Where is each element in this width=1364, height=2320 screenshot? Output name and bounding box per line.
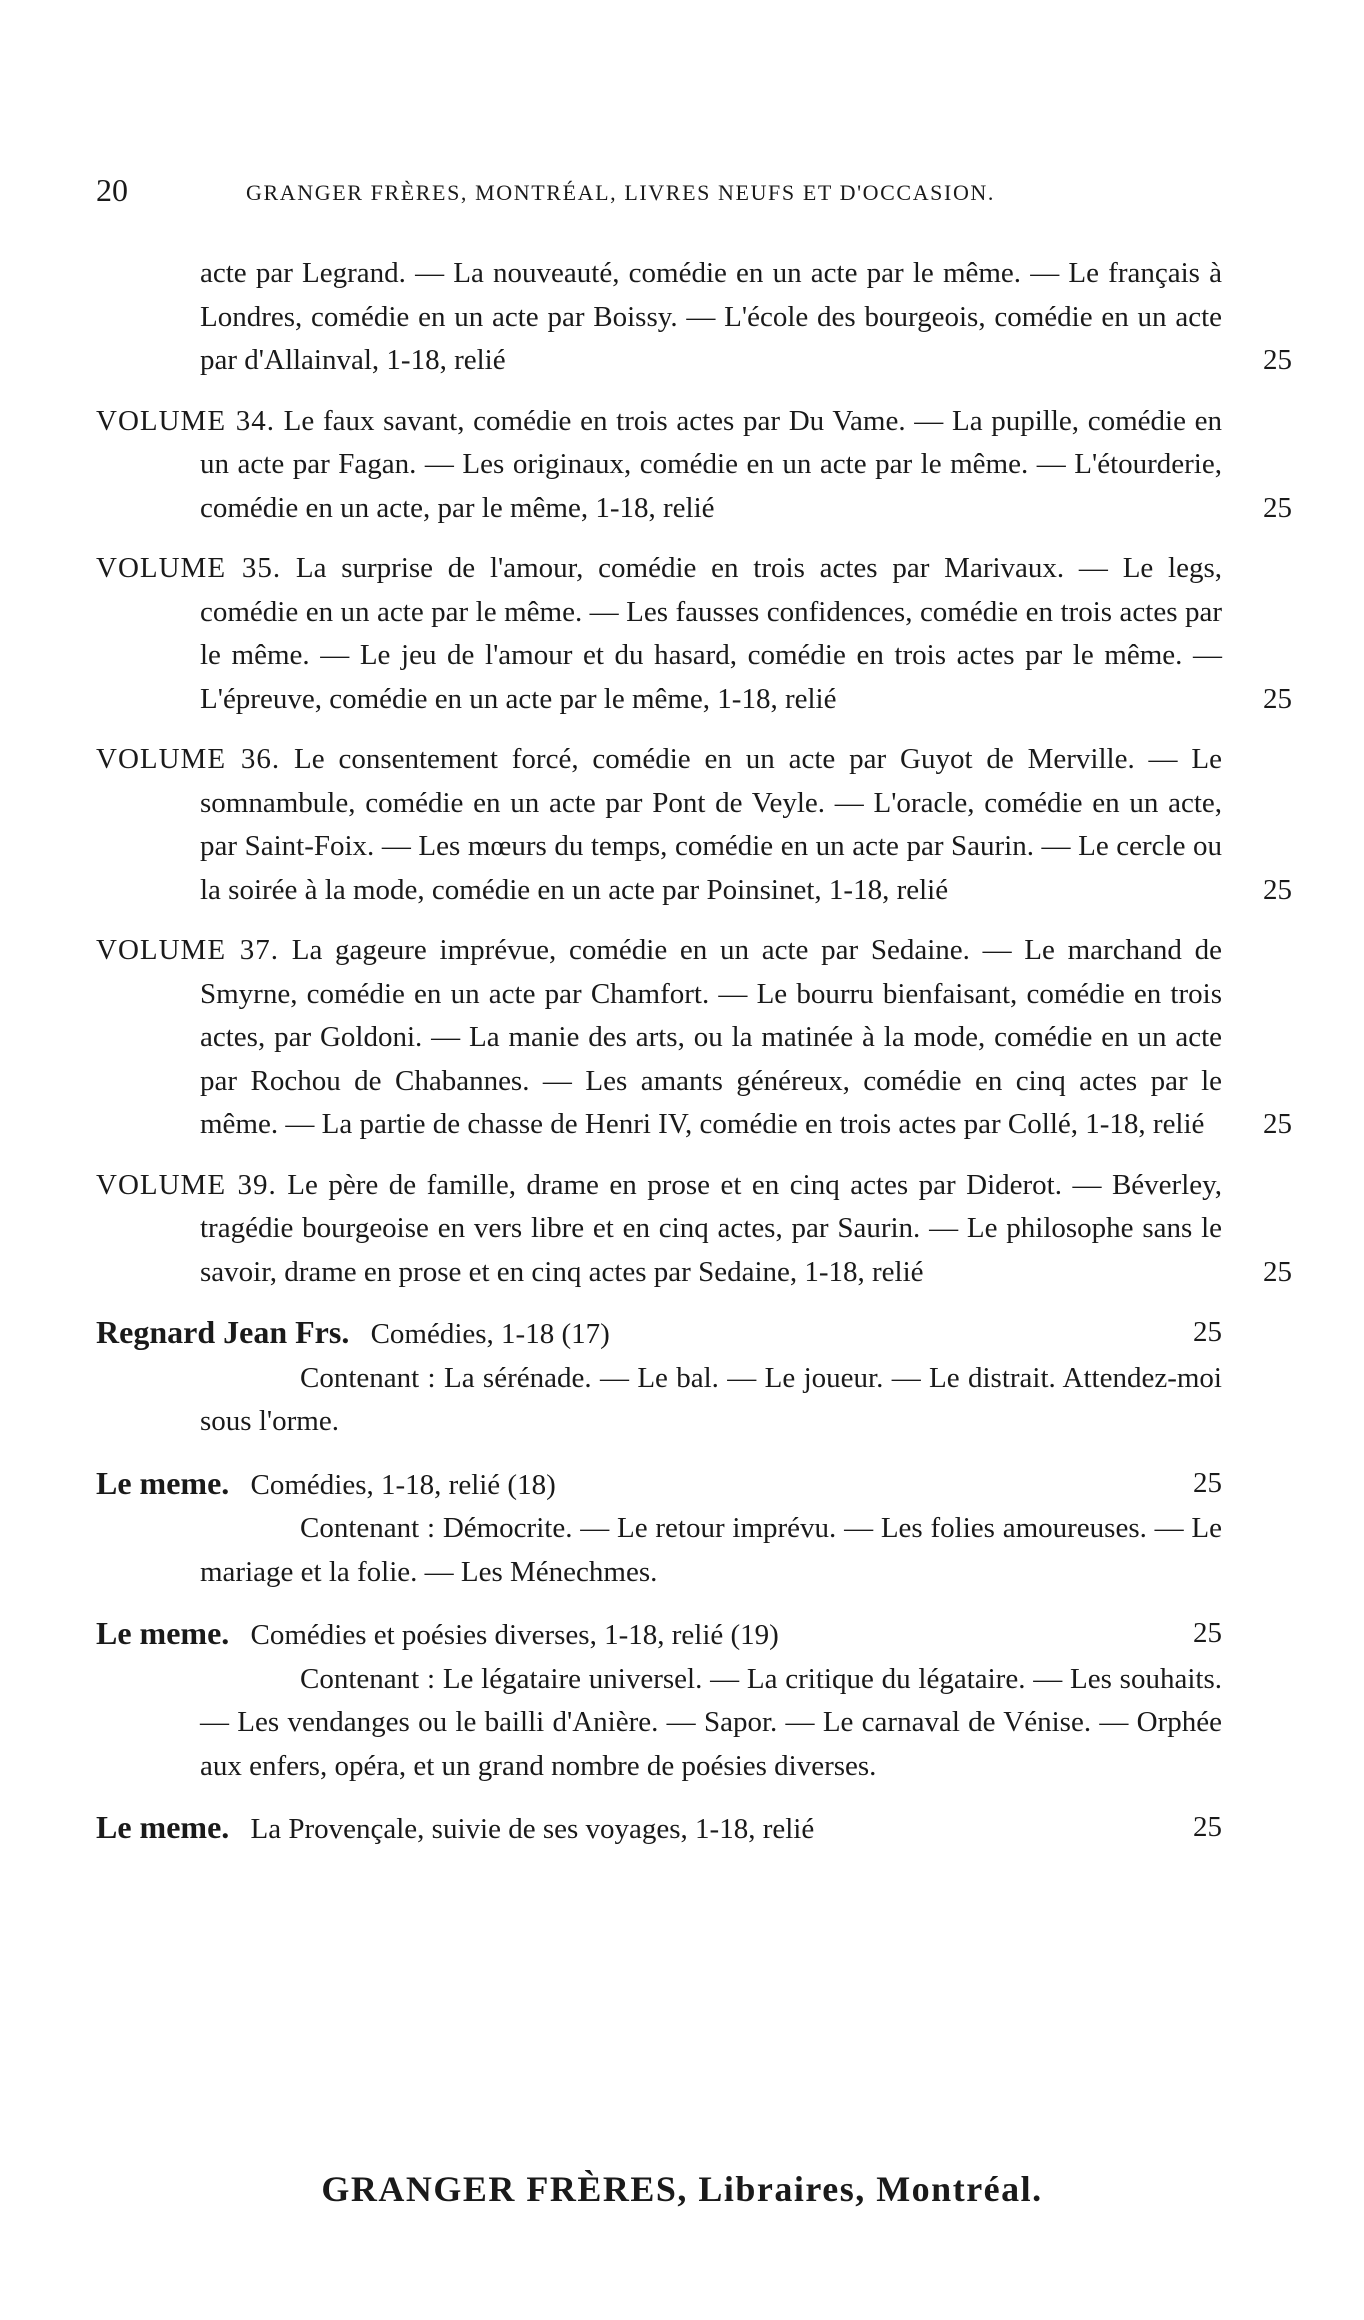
volume-label: VOLUME 35.: [96, 552, 282, 584]
author-line: [96, 1462, 1222, 1508]
author-entry-le-meme-1: [96, 1462, 1292, 1595]
contents-note: Contenant : Démocrite. — Le retour imprévu. — Les folies amoureuses. — Le mariage et la folie. — Les Ménechmes.: [200, 1512, 1222, 1588]
author-name: Le meme.: [96, 1809, 230, 1845]
author-line: [96, 1612, 1222, 1658]
catalog-entry-volume-37: [96, 929, 1292, 1147]
author-name: Le meme.: [96, 1464, 230, 1501]
entry-text: La gageure imprévue, comédie en un acte par Sedaine. — Le marchand de Smyrne, comédie en un acte par Chamfort. — Le bourru bienfaisant, comédie en trois actes, par Goldoni. — La manie des arts, ou la matinée à la mode, comédie en un acte par Rochou de Chabannes. — Les amants généreux, comédie en cinq actes par le même. — La partie de chasse de Henri IV, comédie en trois actes par Collé, 1-18, relié: [200, 934, 1223, 1140]
catalog-entry-continued: [96, 252, 1292, 383]
author-line: [96, 1311, 1222, 1357]
catalog-entry-volume-34: [96, 400, 1292, 531]
work-title: Comédies et poésies diverses, 1-18, relié (19): [250, 1619, 779, 1651]
entry-price: 25: [1193, 1316, 1222, 1348]
author-entry-regnard: [96, 1311, 1292, 1444]
entry-price: 25: [1193, 1811, 1222, 1843]
publisher-footer: GRANGER FRÈRES, Libraires, Montréal.: [321, 2169, 1043, 2209]
author-entry-le-meme-2: [96, 1612, 1292, 1788]
volume-label: VOLUME 36.: [96, 743, 281, 775]
entry-text: La surprise de l'amour, comédie en trois actes par Marivaux. — Le legs, comédie en un acte par le même. — Les fausses confidences, comédie en trois actes par le même. — Le jeu de l'amour et du hasard, comédie en trois actes par le même. — L'épreuve, comédie en un acte par le même, 1-18, relié: [200, 552, 1223, 715]
entry-price: 25: [1263, 344, 1292, 376]
contents-note: Contenant : La sérénade. — Le bal. — Le joueur. — Le distrait. Attendez-moi sous l'orme.: [200, 1361, 1222, 1437]
author-name: Le meme.: [96, 1615, 230, 1651]
work-title: Comédies, 1-18, relié (18): [250, 1468, 556, 1501]
header-title: GRANGER FRÈRES, MONTRÉAL, LIVRES NEUFS ET D'OCCASION.: [246, 180, 996, 205]
author-line: [96, 1806, 1222, 1852]
running-head: [96, 172, 1276, 216]
entry-price: 25: [1193, 1617, 1222, 1649]
entry-text: Le faux savant, comédie en trois actes par Du Vame. — La pupille, comédie en un acte par Fagan. — Les originaux, comédie en un acte par le même. — L'étourderie, comédie en un acte, par le même, 1-18, relié: [200, 404, 1223, 524]
catalog-list: [96, 252, 1292, 1870]
catalog-entry-volume-39: [96, 1164, 1292, 1295]
page-number: 20: [96, 172, 128, 208]
entry-price: 25: [1263, 491, 1292, 524]
entry-price: 25: [1193, 1466, 1222, 1499]
entry-price: 25: [1263, 1255, 1292, 1288]
entry-text: Le père de famille, drame en prose et en cinq actes par Diderot. — Béverley, tragédie bourgeoise en vers libre et en cinq actes, par Saurin. — Le philosophe sans le savoir, drame en prose et en cinq actes par Sedaine, 1-18, relié: [200, 1168, 1222, 1288]
catalog-entry-volume-35: [96, 547, 1292, 721]
contents-note: Contenant : Le légataire universel. — La critique du légataire. — Les souhaits. — Les vendanges ou le bailli d'Anière. — Sapor. — Le carnaval de Vénise. — Orphée aux enfers, opéra, et un grand nombre de poésies diverses.: [200, 1662, 1222, 1782]
work-title: La Provençale, suivie de ses voyages, 1-18, relié: [250, 1813, 815, 1845]
volume-label: VOLUME 39.: [96, 1168, 277, 1201]
author-entry-le-meme-3: [96, 1806, 1292, 1852]
volume-label: VOLUME 37.: [96, 934, 280, 966]
entry-price: 25: [1263, 1108, 1292, 1140]
entry-text: acte par Legrand. — La nouveauté, comédie en un acte par le même. — Le français à Londres, comédie en un acte par Boissy. — L'école des bourgeois, comédie en un acte par d'Allainval, 1-18, relié: [200, 257, 1222, 376]
author-name: Regnard Jean Frs.: [96, 1314, 350, 1350]
volume-label: VOLUME 34.: [96, 404, 275, 437]
entry-price: 25: [1263, 682, 1292, 715]
entry-price: 25: [1263, 873, 1292, 906]
catalog-entry-volume-36: [96, 738, 1292, 912]
entry-text: Le consentement forcé, comédie en un acte par Guyot de Merville. — Le somnambule, comédie en un acte par Pont de Veyle. — L'oracle, comédie en un acte, par Saint-Foix. — Les mœurs du temps, comédie en un acte par Saurin. — Le cercle ou la soirée à la mode, comédie en un acte par Poinsinet, 1-18, relié: [200, 743, 1223, 906]
work-title: Comédies, 1-18 (17): [370, 1318, 610, 1350]
